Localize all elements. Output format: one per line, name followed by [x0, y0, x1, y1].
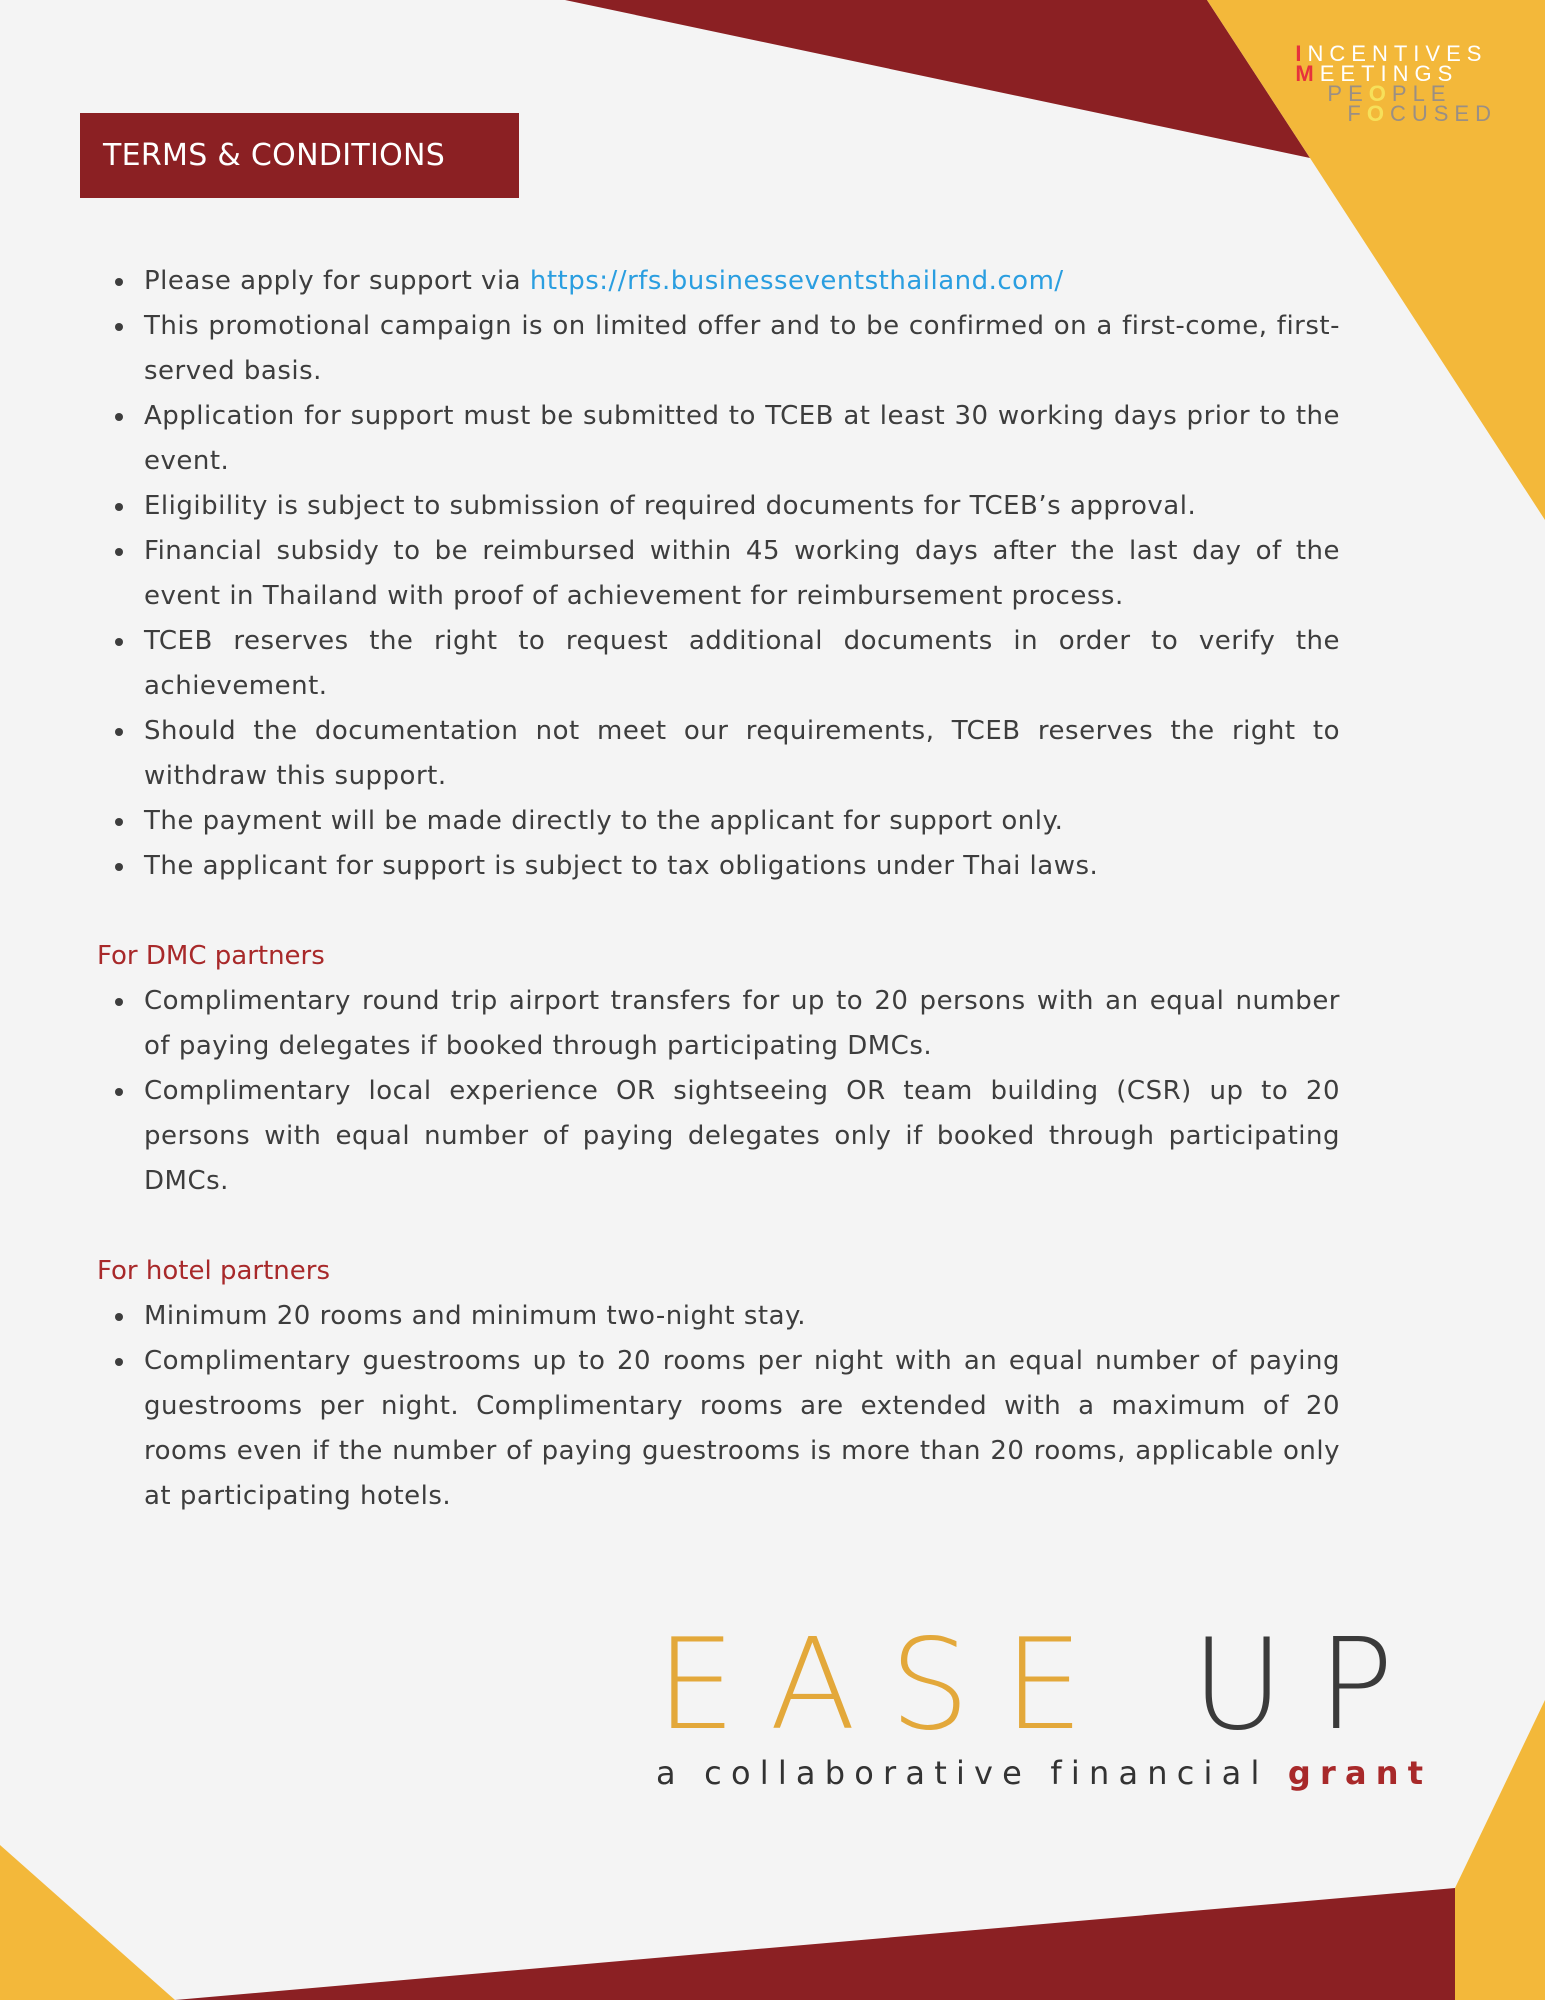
logo-text-people-post: PLE: [1391, 81, 1452, 106]
page-title: TERMS & CONDITIONS: [103, 138, 446, 173]
list-item: Should the documentation not meet our requirements, TCEB reserves the right to withdraw this support.: [144, 709, 1340, 799]
bottom-red-shape: [175, 1888, 1455, 2000]
list-item: Minimum 20 rooms and minimum two-night stay.: [144, 1294, 1340, 1339]
dmc-list: [97, 979, 1340, 1204]
bottom-left-yellow-shape: [0, 1845, 175, 2000]
list-item: Application for support must be submitted to TCEB at least 30 working days prior to the event.: [144, 394, 1340, 484]
list-item: [144, 259, 1340, 304]
logo-text-people-pre: PE: [1327, 81, 1369, 106]
logo-letter-o-people: O: [1368, 81, 1392, 106]
logo-letter-m: M: [1295, 61, 1320, 86]
apply-text: Please apply for support via: [144, 266, 530, 296]
logo-line-focused: [1347, 101, 1497, 126]
page-title-banner: [80, 113, 519, 198]
logo-text-focused-pre: F: [1347, 101, 1367, 126]
list-item: Eligibility is subject to submission of required documents for TCEB’s approval.: [144, 484, 1340, 529]
logo-text-focused-post: CUSED: [1389, 101, 1497, 126]
terms-list: [97, 259, 1340, 889]
ease-up-brand: [656, 1611, 1433, 1792]
incentives-meetings-logo: [1295, 41, 1497, 126]
tagline-text: a collaborative financial: [656, 1754, 1288, 1792]
logo-letter-o-focused: O: [1366, 101, 1390, 126]
brand-word-up: UP: [1191, 1611, 1428, 1758]
bottom-right-yellow-shape: [1455, 1700, 1545, 2000]
logo-text-meetings: EETINGS: [1319, 61, 1459, 86]
list-item: The applicant for support is subject to tax obligations under Thai laws.: [144, 844, 1340, 889]
terms-content: [97, 259, 1340, 1519]
ease-up-title: [656, 1611, 1428, 1758]
hotel-list: [97, 1294, 1340, 1519]
tagline-accent: grant: [1287, 1754, 1433, 1792]
list-item: TCEB reserves the right to request additional documents in order to verify the achievement.: [144, 619, 1340, 709]
list-item: Complimentary guestrooms up to 20 rooms per night with an equal number of paying guestrooms per night. Complimentary rooms are extended with a maximum of 20 rooms even if the number of paying guestrooms is more than 20 rooms, applicable only at participating hotels.: [144, 1339, 1340, 1519]
list-item: Financial subsidy to be reimbursed within 45 working days after the last day of the event in Thailand with proof of achievement for reimbursement process.: [144, 529, 1340, 619]
top-red-shape: [565, 0, 1310, 158]
list-item: This promotional campaign is on limited offer and to be confirmed on a first-come, first-served basis.: [144, 304, 1340, 394]
brand-tagline: [656, 1754, 1433, 1792]
list-item: The payment will be made directly to the applicant for support only.: [144, 799, 1340, 844]
dmc-section-title: For DMC partners: [97, 941, 325, 971]
list-item: Complimentary round trip airport transfers for up to 20 persons with an equal number of paying delegates if booked through participating DMCs.: [144, 979, 1340, 1069]
logo-text-incentives: NCENTIVES: [1307, 41, 1488, 66]
logo-letter-i: I: [1295, 41, 1308, 66]
apply-link[interactable]: https://rfs.businesseventsthailand.com/: [529, 266, 1064, 296]
list-item: Complimentary local experience OR sightseeing OR team building (CSR) up to 20 persons with equal number of paying delegates only if booked through participating DMCs.: [144, 1069, 1340, 1204]
brand-word-ease: EASE: [656, 1611, 1118, 1758]
hotel-section-title: For hotel partners: [97, 1256, 330, 1286]
